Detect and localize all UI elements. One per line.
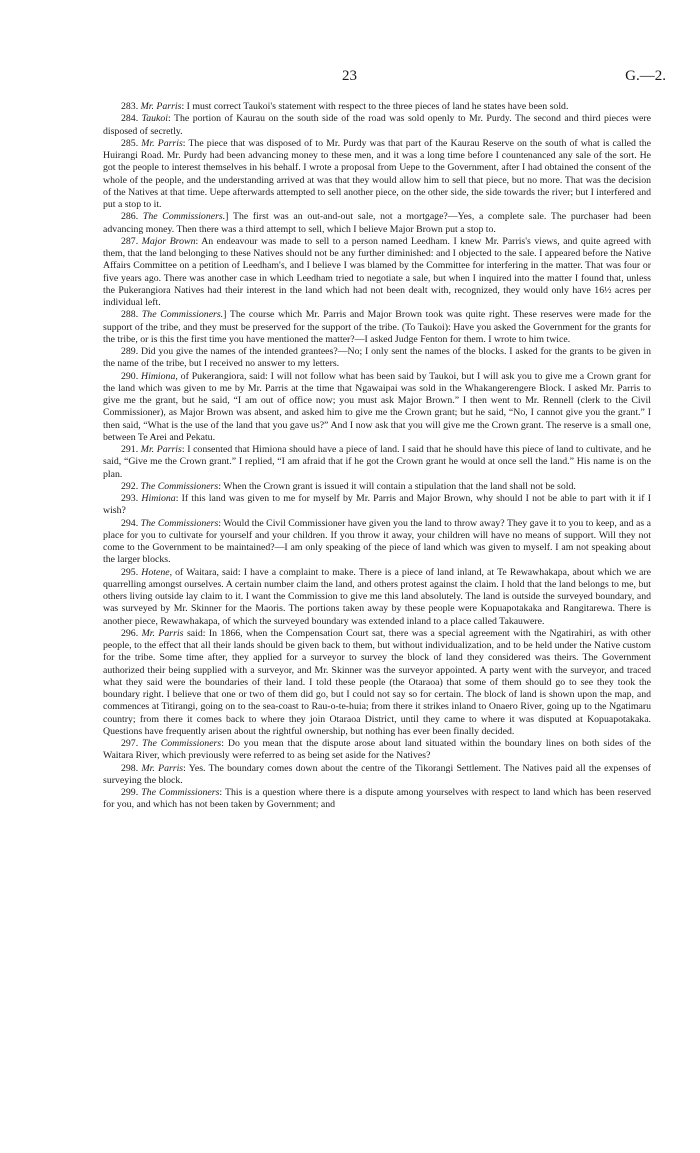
page-number: 23 xyxy=(342,68,357,84)
paragraph-text: I have a complaint to make. There is a piece of land inland, at Te Rewawhakapa, about which we are quarrelling amongst ourselves. A certain number claim the land, and others protest against the claim. I hold that the land belongs to me, but others living outside lay claim to it. I want the Commission to give me this land absolutely. The land is outside the surveyed boundary, and was surveyed by Mr. Skinner for the Maoris. The portions taken away by these people were Kopuapotakaka and Rangitarewa. There is another piece, Rewawhakapa, of which the surveyed boundary was extended inland to a place called Takauwere. xyxy=(103,566,651,627)
speaker: The Commissioners xyxy=(142,738,222,749)
separator: : xyxy=(182,137,186,149)
paragraph-text: The piece that was disposed of to Mr. Purdy was that part of the Kaurau Reserve on the south of what is called the Huirangi Road. Mr. Purdy had been advancing money to these men, and it was a long time before I countenanced any sale of the sort. He got the people to interest themselves in his behalf. I wrote a proposal from Uepe to the Government, after I had obtained the consent of the whole of the people, and the understanding arrived at was that they would allow him to sell that piece, but no more. That was the decision of the Natives at that time. Uepe afterwards attempted to sell another piece, on the other side, the side towards the river; but I interfered and put a stop to it. xyxy=(103,137,652,210)
paragraph-298 xyxy=(103,763,651,788)
paragraph-number: 297. xyxy=(121,738,139,749)
separator: : xyxy=(175,493,179,504)
speaker: The Commissioners xyxy=(140,480,219,492)
speaker: The Commissioners xyxy=(140,517,219,529)
paragraph-number: 295. xyxy=(121,566,139,578)
separator: : xyxy=(181,444,185,455)
separator: : xyxy=(181,101,185,112)
paragraph-292 xyxy=(103,481,651,493)
separator: : xyxy=(195,235,199,247)
paragraph-number: 289. xyxy=(121,346,139,357)
paragraph-text: I consented that Himiona should have a piece of land. I said that he should have this piece of land to cultivate, and he said, “Give me the Crown grant.” I replied, “I am afraid that if he got the Crown grant he would at once sell the land.” His name is on the plan. xyxy=(103,444,651,480)
paragraph-297 xyxy=(103,738,651,763)
paragraph-text: The portion of Kaurau on the south side of the road was sold openly to Mr. Purdy. The second and third pieces were disposed of secretly. xyxy=(103,113,651,137)
paragraph-text: An endeavour was made to sell to a person named Leedham. I knew Mr. Parris's views, and quite agreed with them, that the land belonging to these Natives should not be any further diminished: and I objected to the sale. I appeared before the Native Affairs Committee on a petition of Leedham's, and I believe I was blamed by the Committee for interfering in the matter. That was four or five years ago. There was another case in which Leedham tried to negotiate a sale, but when I inquired into the matter I found that, unless the Pukerangiora Natives had their interest in the land which had not been dealt with, recognized, they would only have 16½ acres per individual left. xyxy=(103,235,651,308)
document-reference: G.—2. xyxy=(625,68,666,84)
paragraph-295 xyxy=(103,567,651,628)
paragraph-285 xyxy=(103,138,651,212)
paragraph-number: 294. xyxy=(121,517,139,529)
paragraph-290 xyxy=(103,371,651,445)
paragraph-296 xyxy=(103,628,651,738)
speaker: Mr. Parris xyxy=(141,762,184,774)
paragraph-number: 293. xyxy=(121,493,139,504)
paragraph-number: 284. xyxy=(121,113,139,125)
speaker: Himiona xyxy=(141,370,176,382)
paragraph-text: Would the Civil Commissioner have given you the land to throw away? They gave it to you to keep, and as a place for you to cultivate for yourself and your children. If you throw it away, your children will have no means of support. Will they not come to the Government to be maintained?—I am only speaking of the piece of land which was given to myself. I am not speaking about the larger blocks. xyxy=(103,517,651,566)
paragraph-number: 288. xyxy=(121,309,139,321)
paragraph-284 xyxy=(103,113,651,138)
paragraph-number: 285. xyxy=(121,137,139,149)
speaker: Mr. Parris xyxy=(141,137,183,149)
paragraph-number: 287. xyxy=(121,235,139,247)
paragraph-text: If this land was given to me for myself by Mr. Parris and Major Brown, why should I not be able to part with it if I wish? xyxy=(103,493,651,517)
paragraph-text: When the Crown grant is issued it will contain a stipulation that the land shall not be sold. xyxy=(223,480,576,492)
separator: : xyxy=(218,517,222,529)
paragraph-text: Did you give the names of the intended grantees?—No; I only sent the names of the blocks. I asked for the grants to be given in the name of the tribe, but I received no answer to my letters. xyxy=(103,346,651,370)
paragraph-number: 298. xyxy=(121,762,139,774)
separator: said: xyxy=(186,627,206,639)
separator: : xyxy=(219,787,223,798)
paragraph-number: 299. xyxy=(121,787,139,798)
separator: , of Pukerangiora, said: xyxy=(175,370,268,382)
paragraph-287 xyxy=(103,236,651,310)
speaker: Mr. Parris xyxy=(140,101,182,112)
speaker: The Commissioners xyxy=(141,787,220,798)
paragraph-283 xyxy=(103,101,651,113)
speaker: Major Brown xyxy=(141,235,196,247)
separator: : xyxy=(183,762,186,774)
paragraph-294 xyxy=(103,518,651,567)
paragraph-text: In 1866, when the Compensation Court sat, there was a special agreement with the Ngatirahiri, as with other people, to the effect that all their lands should be given back to them, but without individualization, and to be held under the Native custom for the tribe. Some time after, they applied for a surveyor to survey the block of land they considered was theirs. The Government authorized their being supplied with a surveyor, and Mr. Skinner was the surveyor appointed. A party went with the surveyor, and traced what they said were the boundaries of their land. I told these people (the Otaraoa) that some of them should go to see they took the boundary right. I believe that one or two of them did go, but I could not say so for certain. The block of land is shown upon the map, and commences at Titirangi, going on to the sea-coast to Rau-o-te-huia; from there it strikes inland to Onaero River, going up to the Ngatimaru country; from there it comes back to where they join Otaraoa District, until they came to where it was disputed at Kopuapotakaka. Questions have frequently arisen about the rightful ownership, but nothing has ever been finally decided. xyxy=(103,627,652,737)
paragraph-number: 292. xyxy=(121,480,139,492)
speaker: The Commissioners. xyxy=(142,211,226,223)
separator: : xyxy=(218,480,221,492)
paragraph-text: The first was an out-and-out sale, not a mortgage?—Yes, a complete sale. The purchaser had been advancing money. Then there was a third attempt to sell, which I believe Major Brown put a stop to. xyxy=(103,211,651,235)
paragraph-288 xyxy=(103,309,651,346)
separator: ] xyxy=(223,309,227,321)
paragraph-text: The course which Mr. Parris and Major Brown took was quite right. These reserves were made for the support of the tribe, and they must be preserved for the support of the tribe. (To Taukoi): Have you asked the Government for the grants for the tribe, or is this the first time you have mentioned the matter?—I asked Judge Fenton for them. I wrote to him twice. xyxy=(103,309,651,345)
paragraph-text: This is a question where there is a dispute among yourselves with respect to land which has been reserved for you, and which has not been taken by Government; and xyxy=(103,787,651,811)
paragraph-text: Do you mean that the dispute arose about land situated within the boundary lines on both sides of the Waitara River, which previously were referred to as being set aside for the Natives? xyxy=(103,738,652,762)
separator: : xyxy=(221,738,224,749)
paragraph-291 xyxy=(103,444,651,481)
paragraph-number: 291. xyxy=(121,444,139,455)
paragraph-number: 290. xyxy=(121,370,139,382)
separator: : xyxy=(167,113,171,125)
speaker: The Commissioners. xyxy=(141,309,224,321)
paragraph-number: 286. xyxy=(121,211,139,223)
paragraph-299 xyxy=(103,787,651,812)
paragraph-number: 283. xyxy=(121,101,139,112)
speaker: Hotene xyxy=(141,566,170,578)
paragraph-286 xyxy=(103,211,651,236)
paragraph-289 xyxy=(103,346,651,371)
speaker: Taukoi xyxy=(141,113,168,125)
paragraph-293 xyxy=(103,493,651,518)
paragraph-number: 296. xyxy=(121,627,139,639)
paragraph-text: Yes. The boundary comes down about the centre of the Tikorangi Settlement. The Natives paid all the expenses of surveying the block. xyxy=(103,762,652,786)
speaker: Mr. Parris xyxy=(140,444,182,455)
paragraph-text: I will not follow what has been said by Taukoi, but I will ask you to give me a Crown grant for the land which was given to me by Mr. Parris at the time that Ngawaipai was sold in the Whakangerengere Block. I asked Mr. Parris to give me the grant, but he said, “I am out of office now; you must ask Major Brown.” I then went to Mr. Rennell (clerk to the Civil Commissioner), as Major Brown was absent, and asked him to give me the Crown grant; but he said, “No, I cannot give you the grant.” I then said, “What is the use of the land that you gave us?” And I now ask that you will give me the Crown grant. The reserve is a small one, between Te Arei and Pekatu. xyxy=(103,370,652,443)
speaker: Himiona xyxy=(141,493,176,504)
body-text xyxy=(103,101,651,812)
speaker: Mr. Parris xyxy=(141,627,184,639)
paragraph-text: I must correct Taukoi's statement with respect to the three pieces of land he states have been sold. xyxy=(186,101,569,112)
separator: , of Waitara, said: xyxy=(169,566,241,578)
separator: ] xyxy=(225,211,229,223)
